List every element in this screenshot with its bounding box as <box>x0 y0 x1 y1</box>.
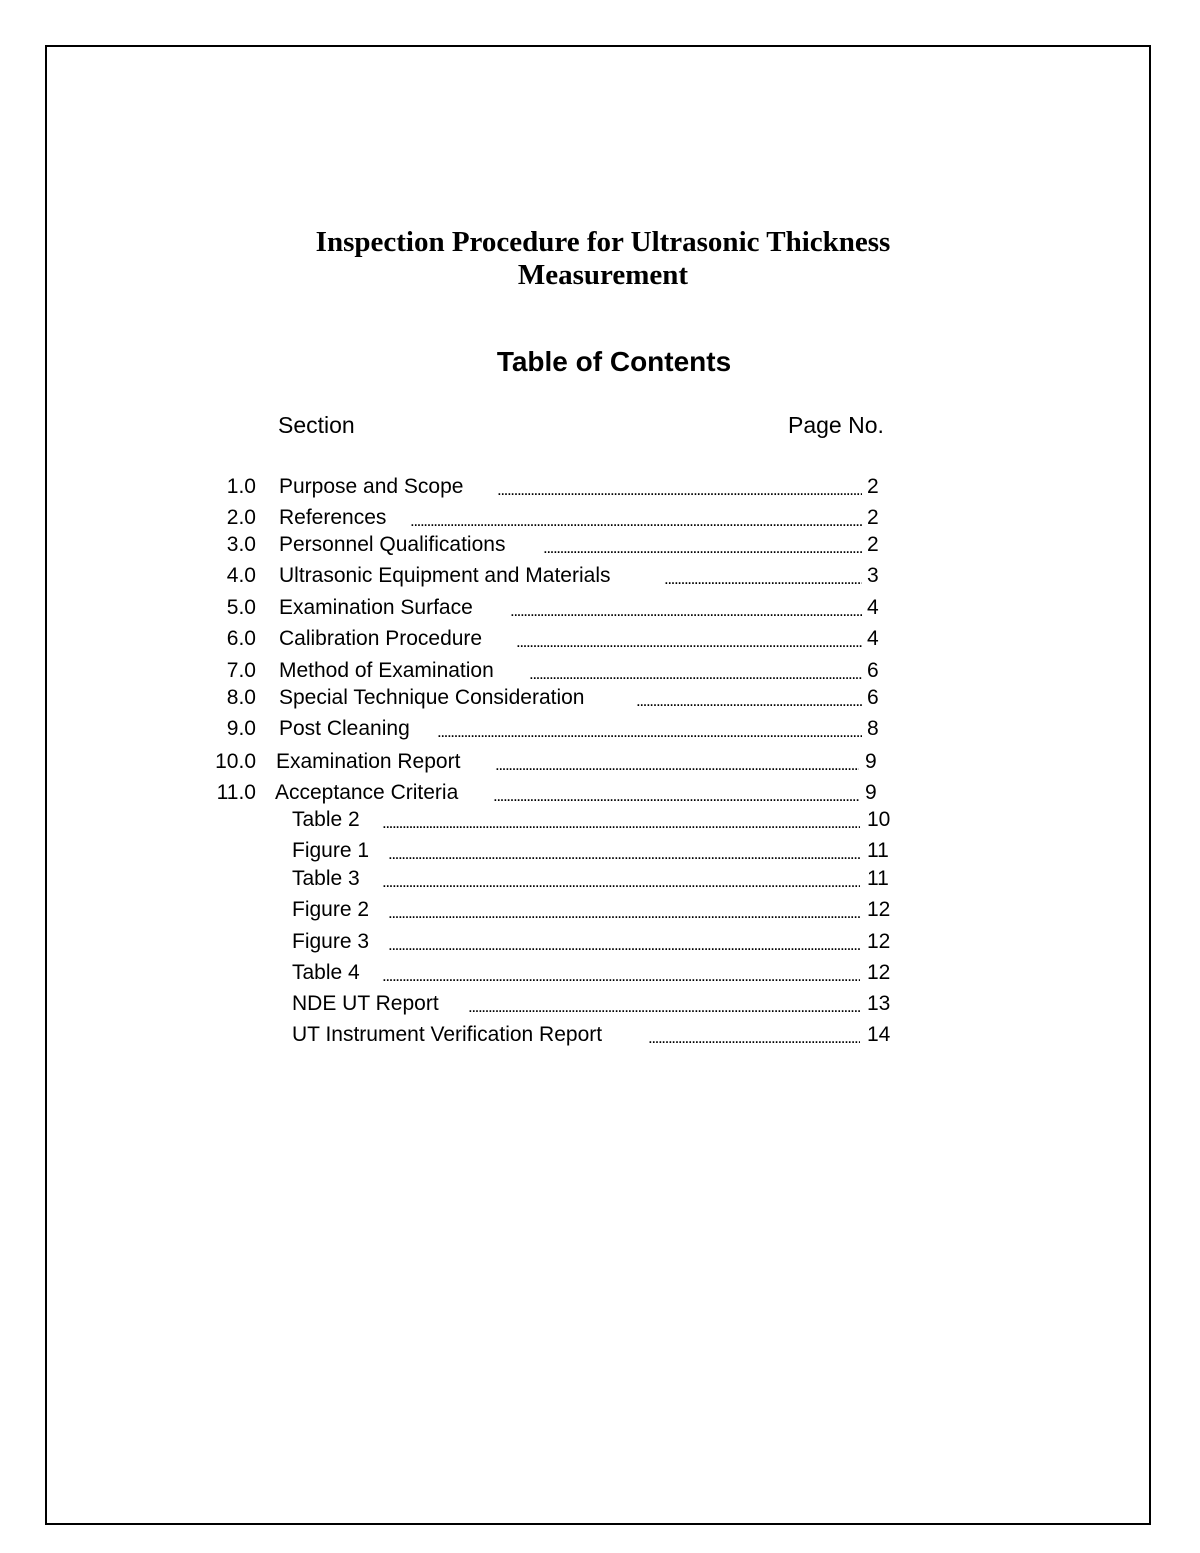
document-title-line-1: Inspection Procedure for Ultrasonic Thickness <box>315 226 891 258</box>
toc-entry-number: 6.0 <box>226 627 256 650</box>
toc-entry-label[interactable]: Table 2 <box>292 808 360 831</box>
toc-entry-number: 4.0 <box>226 564 256 587</box>
toc-entry-label[interactable]: Table 3 <box>292 867 360 890</box>
toc-entry-label[interactable]: Figure 2 <box>292 898 370 921</box>
toc-entry-number: 5.0 <box>226 596 256 619</box>
toc-leader-dots <box>382 866 860 892</box>
toc-entry-label[interactable]: Method of Examination <box>279 659 494 682</box>
toc-entry[interactable] <box>0 991 1200 1017</box>
toc-leader-dots <box>388 929 860 955</box>
toc-entry-page: 6 <box>867 659 879 682</box>
toc-leader-dots <box>388 897 860 923</box>
toc-entry-page: 13 <box>867 992 891 1015</box>
toc-entry[interactable] <box>0 960 1200 986</box>
toc-leader-dots <box>543 532 862 558</box>
toc-leader-dots <box>636 685 862 711</box>
toc-entry-label[interactable]: Figure 3 <box>292 930 370 953</box>
toc-leader-dots <box>437 716 862 742</box>
toc-entry-page: 3 <box>867 564 879 587</box>
toc-entry-label[interactable]: NDE UT Report <box>292 992 439 1015</box>
toc-leader-dots <box>493 780 859 806</box>
toc-entry-label[interactable]: Post Cleaning <box>279 717 410 740</box>
toc-entry[interactable] <box>0 595 1200 621</box>
toc-entry-page: 6 <box>867 686 879 709</box>
toc-entry[interactable] <box>0 685 1200 711</box>
toc-entry-page: 8 <box>867 717 879 740</box>
toc-entry-label[interactable]: Examination Report <box>276 750 461 773</box>
toc-entry[interactable] <box>0 866 1200 892</box>
toc-entry-label[interactable]: Table 4 <box>292 961 360 984</box>
toc-leader-dots <box>516 626 862 652</box>
toc-entry-page: 9 <box>865 781 877 804</box>
toc-leader-dots <box>410 505 862 531</box>
toc-entry-page: 2 <box>867 475 879 498</box>
toc-entry-label[interactable]: Purpose and Scope <box>279 475 464 498</box>
document-title <box>0 226 1200 292</box>
toc-entry[interactable] <box>0 749 1200 775</box>
toc-entry-label[interactable]: Special Technique Consideration <box>279 686 585 709</box>
toc-entry[interactable] <box>0 1022 1200 1048</box>
toc-entry-number: 9.0 <box>226 717 256 740</box>
toc-entry-number: 2.0 <box>226 506 256 529</box>
toc-leader-dots <box>529 658 862 684</box>
toc-heading: Table of Contents <box>496 346 732 377</box>
toc-entry[interactable] <box>0 563 1200 589</box>
toc-entry-number: 10.0 <box>215 750 256 773</box>
toc-entry-number: 7.0 <box>226 659 256 682</box>
toc-entry-page: 12 <box>867 930 891 953</box>
toc-leader-dots <box>664 563 862 589</box>
toc-entry-page: 2 <box>867 506 879 529</box>
toc-entry-number: 3.0 <box>226 533 256 556</box>
toc-entry-page: 2 <box>867 533 879 556</box>
toc-entry[interactable] <box>0 780 1200 806</box>
toc-entry-page: 4 <box>867 596 879 619</box>
toc-entry-page: 11 <box>867 867 889 890</box>
toc-leader-dots <box>648 1022 860 1048</box>
toc-entry[interactable] <box>0 532 1200 558</box>
toc-entry-page: 4 <box>867 627 879 650</box>
toc-entry[interactable] <box>0 807 1200 833</box>
toc-entry-number: 1.0 <box>226 475 256 498</box>
toc-entry-page: 12 <box>867 961 891 984</box>
column-header-page: Page No. <box>788 412 884 438</box>
toc-entry-label[interactable]: Examination Surface <box>279 596 473 619</box>
toc-entry-page: 14 <box>867 1023 891 1046</box>
toc-leader-dots <box>497 474 862 500</box>
toc-entry-page: 10 <box>867 808 891 831</box>
toc-leader-dots <box>510 595 862 621</box>
toc-entry[interactable] <box>0 626 1200 652</box>
toc-leader-dots <box>495 749 859 775</box>
toc-entry[interactable] <box>0 838 1200 864</box>
toc-entry[interactable] <box>0 658 1200 684</box>
toc-entry-label[interactable]: Figure 1 <box>292 839 370 862</box>
toc-entry-page: 12 <box>867 898 891 921</box>
toc-leader-dots <box>468 991 860 1017</box>
toc-entry[interactable] <box>0 897 1200 923</box>
toc-entry-label[interactable]: Acceptance Criteria <box>275 781 459 804</box>
toc-entry-page: 11 <box>867 839 889 862</box>
toc-entry[interactable] <box>0 716 1200 742</box>
toc-leader-dots <box>388 838 860 864</box>
toc-entry-label[interactable]: UT Instrument Verification Report <box>292 1023 603 1046</box>
toc-entry-number: 11.0 <box>216 781 256 804</box>
column-header-section: Section <box>278 412 355 438</box>
toc-entry-label[interactable]: Personnel Qualifications <box>279 533 506 556</box>
document-title-line-2: Measurement <box>517 259 689 291</box>
toc-leader-dots <box>382 960 860 986</box>
toc-entry[interactable] <box>0 474 1200 500</box>
toc-entry-label[interactable]: Calibration Procedure <box>279 627 483 650</box>
toc-entry-number: 8.0 <box>226 686 256 709</box>
toc-entry-label[interactable]: References <box>279 506 387 529</box>
toc-entry[interactable] <box>0 929 1200 955</box>
toc-entry-page: 9 <box>865 750 877 773</box>
toc-leader-dots <box>382 807 860 833</box>
toc-entry-label[interactable]: Ultrasonic Equipment and Materials <box>279 564 611 587</box>
toc-entry[interactable] <box>0 505 1200 531</box>
